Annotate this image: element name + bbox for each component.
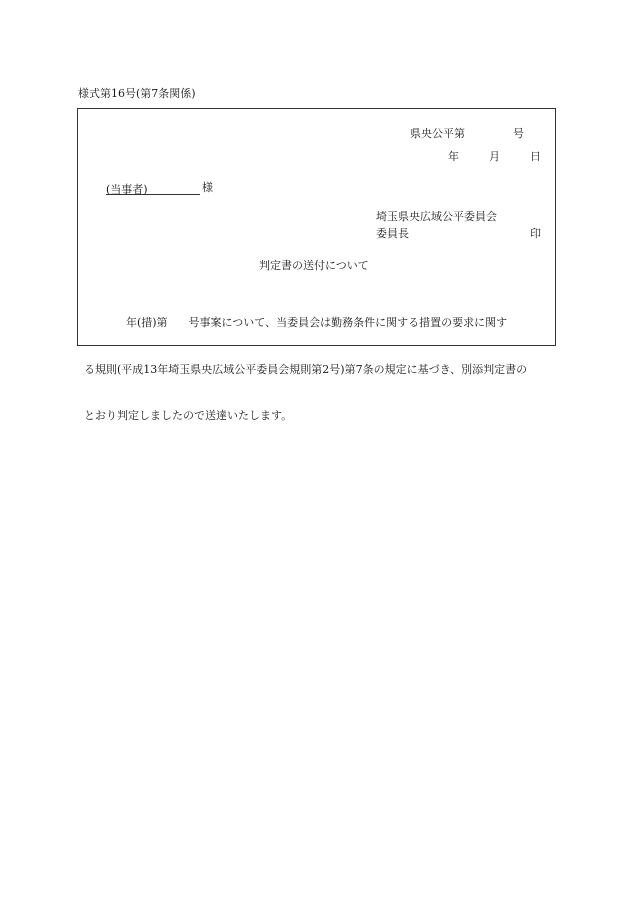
addressee-underline bbox=[106, 182, 200, 195]
body-line-1: 年(措)第 号事案について、当委員会は勤務条件に関する措置の要求に関す bbox=[84, 316, 508, 329]
issuer-title: 委員長 bbox=[376, 227, 409, 240]
document-body bbox=[84, 284, 552, 455]
reference-prefix: 県央公平第 bbox=[410, 127, 465, 140]
body-line-2: る規則(平成13年埼玉県央広域公平委員会規則第2号)第7条の規定に基づき、別添判定書の bbox=[84, 362, 528, 376]
addressee-party: (当事者) bbox=[106, 183, 148, 196]
form-number-label: 様式第16号(第7条関係) bbox=[78, 87, 196, 100]
body-line-3: とおり判定しましたので送達いたします。 bbox=[84, 409, 293, 422]
date-day: 日 bbox=[530, 150, 541, 163]
reference-number bbox=[410, 125, 524, 141]
date-line bbox=[448, 148, 541, 164]
document-subject: 判定書の送付について bbox=[259, 259, 369, 272]
document-frame bbox=[77, 108, 556, 422]
addressee-honorific: 様 bbox=[202, 181, 213, 194]
reference-suffix: 号 bbox=[513, 127, 524, 140]
addressee-line bbox=[106, 179, 213, 195]
seal-mark: 印 bbox=[530, 227, 541, 240]
date-month: 月 bbox=[489, 150, 500, 163]
issuer-organization: 埼玉県央広域公平委員会 bbox=[376, 210, 497, 223]
date-year: 年 bbox=[448, 150, 459, 163]
